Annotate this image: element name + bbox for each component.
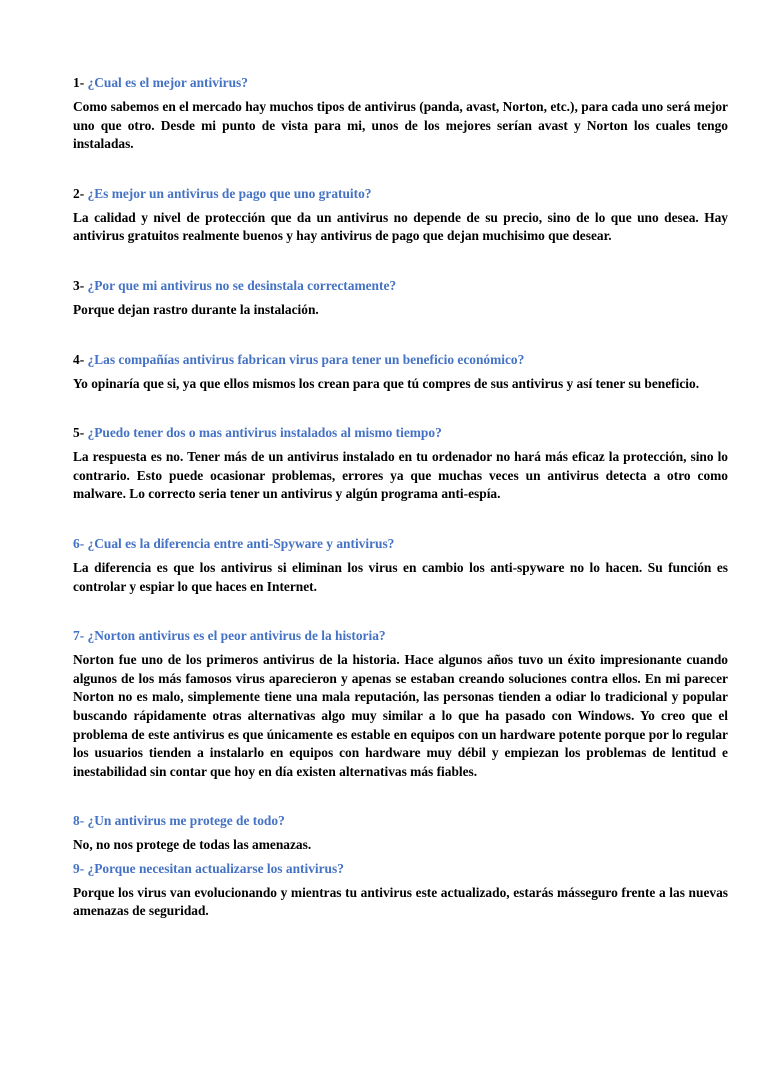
answer-text: Porque dejan rastro durante la instalación.: [73, 301, 319, 317]
document-page: [73, 73, 728, 921]
question-heading: [73, 73, 728, 92]
question-text: ¿Es mejor un antivirus de pago que uno gratuito?: [87, 185, 372, 201]
answer-text: No, no nos protege de todas las amenazas.: [73, 837, 312, 853]
question-number: 3-: [73, 277, 85, 293]
question-heading: [73, 534, 728, 553]
answer-text: Norton fue uno de los primeros antivirus de la historia. Hace algunos años tuvo un éxito impresionante cuando algunos de los más famosos virus aparecieron y apenas se estaban creando soluciones contra ellos. En mi parecer Norton no es malo, simplemente tiene una mala reputación, las personas tienden a odiar lo tradicional y popular buscando rápidamente otras alternativas algo muy similar a lo que ha pasado con Windows. Yo creo que el problema de este antivirus es que únicamente es estable en equipos con un hardware potente porque por lo regular los usuarios tienden a instalarlo en equipos con hardware muy débil y empiezan los problemas de lentitud e inestabilidad sin contar que hoy en día existen alternativas más fiables.: [73, 652, 728, 779]
question-heading: [73, 626, 728, 645]
question-number: 5-: [73, 425, 85, 441]
faq-item-1: [73, 73, 728, 154]
question-heading: [73, 276, 728, 295]
answer-text: Como sabemos en el mercado hay muchos tipos de antivirus (panda, avast, Norton, etc.), para cada uno será mejor uno que otro. Desde mi punto de vista para mi, unos de los mejores serían avast y Norton los cuales tengo instaladas.: [73, 99, 728, 152]
question-heading: [73, 350, 728, 369]
question-number: 2-: [73, 185, 85, 201]
answer-text: Yo opinaría que si, ya que ellos mismos los crean para que tú compres de sus antivirus y así tener su beneficio.: [73, 375, 700, 391]
faq-item-7: [73, 626, 728, 781]
faq-item-6: [73, 534, 728, 596]
faq-item-2: [73, 184, 728, 246]
question-number: 9-: [73, 860, 85, 876]
question-heading: [73, 811, 728, 830]
question-text: ¿Las compañías antivirus fabrican virus para tener un beneficio económico?: [87, 351, 525, 367]
question-number: 1-: [73, 75, 85, 90]
question-text: ¿Por que mi antivirus no se desinstala correctamente?: [87, 277, 397, 293]
answer-text: La calidad y nivel de protección que da un antivirus no depende de su precio, sino de lo que uno desea. Hay antivirus gratuitos realmente buenos y hay antivirus de pago que dejan muchisimo que desear.: [73, 209, 728, 244]
answer-text: Porque los virus van evolucionando y mientras tu antivirus este actualizado, estarás másseguro frente a las nuevas amenazas de seguridad.: [73, 884, 728, 919]
question-heading: [73, 184, 728, 203]
question-text: ¿Norton antivirus es el peor antivirus de la historia?: [87, 628, 386, 644]
question-heading: [73, 423, 728, 442]
faq-item-5: [73, 423, 728, 504]
question-text: ¿Un antivirus me protege de todo?: [87, 813, 285, 829]
answer-text: La diferencia es que los antivirus si eliminan los virus en cambio los anti-spyware no lo hacen. Su función es controlar y espiar lo que haces en Internet.: [73, 559, 728, 594]
question-text: ¿Puedo tener dos o mas antivirus instalados al mismo tiempo?: [87, 425, 442, 441]
question-heading: [73, 859, 728, 878]
answer-text: La respuesta es no. Tener más de un antivirus instalado en tu ordenador no hará más eficaz la protección, sino lo contrario. Esto puede ocasionar problemas, errores ya que muchas veces un antivirus detecta a otro como malware. Lo correcto seria tener un antivirus y algún programa anti-espía.: [73, 449, 728, 502]
faq-item-9: [73, 859, 728, 921]
faq-item-8: [73, 811, 728, 855]
faq-item-3: [73, 276, 728, 320]
question-number: 7-: [73, 628, 85, 644]
question-number: 4-: [73, 351, 85, 367]
question-text: ¿Cual es la diferencia entre anti-Spyware y antivirus?: [87, 535, 395, 551]
question-number: 8-: [73, 813, 85, 829]
faq-item-4: [73, 350, 728, 394]
question-text: ¿Porque necesitan actualizarse los antivirus?: [87, 860, 344, 876]
question-number: 6-: [73, 535, 85, 551]
question-text: ¿Cual es el mejor antivirus?: [87, 75, 248, 90]
